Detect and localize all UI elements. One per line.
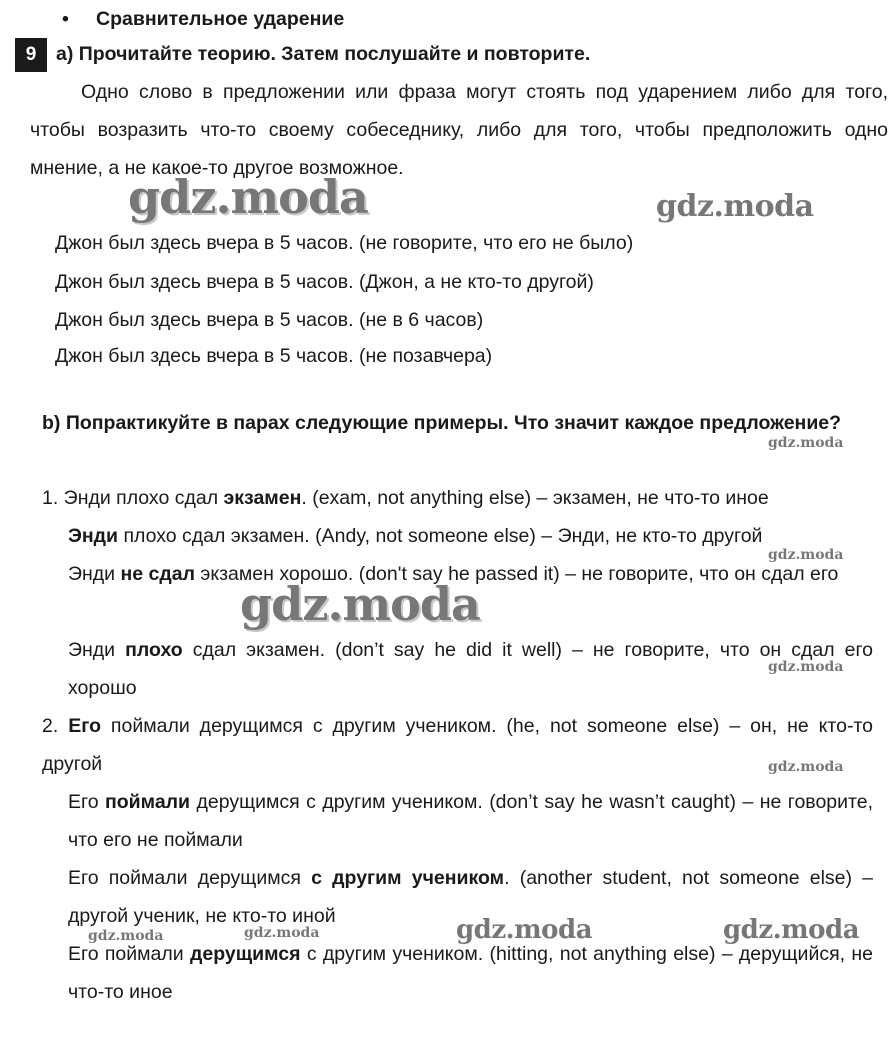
text-plain: Его поймали дерущимся	[68, 867, 312, 889]
text-plain: дерущимся с другим учеником. (don’t say he wasn’t caught) – не говорите, что его не поймали	[68, 791, 874, 851]
example-sentence-1: Джон был здесь вчера в 5 часов. (не говорите, что его не было)	[55, 232, 634, 254]
stressed-word: с другим учеником	[311, 867, 505, 889]
text-plain: экзамен хорошо. (don't say he passed it) – не говорите, что он сдал его	[194, 563, 839, 585]
watermark-logo: gdz.moda	[240, 577, 480, 631]
text-plain: с другим учеником. (hitting, not anything else) – дерущийся, не что-то иное	[68, 943, 873, 1003]
watermark-logo: gdz.moda	[656, 189, 814, 224]
watermark-logo: gdz.moda	[456, 915, 593, 945]
text-plain: сдал экзамен. (don’t say he did it well) – не говорите, что он сдал его хорошо	[68, 639, 874, 699]
text-plain: Его поймали	[68, 943, 190, 965]
watermark-logo: gdz.moda	[128, 170, 368, 224]
watermark-logo: gdz.moda	[768, 547, 844, 563]
section-title: Сравнительное ударение	[96, 8, 345, 30]
item-1-line-1	[42, 479, 873, 517]
text-plain: 2.	[42, 715, 69, 737]
text-plain: Энди	[68, 639, 126, 661]
watermark-logo: gdz.moda	[88, 928, 164, 944]
text-plain: 1. Энди плохо сдал	[42, 487, 224, 509]
watermark-logo: gdz.moda	[768, 759, 844, 775]
stressed-word: не сдал	[120, 563, 195, 585]
theory-paragraph: Одно слово в предложении или фраза могут стоять под ударением либо для того, чтобы возразить что-то своему собеседнику, либо для того, чтобы предположить одно мнение, а не какое-то другое возможное.	[30, 81, 888, 179]
task-number-badge: 9	[15, 38, 47, 72]
text-plain: Его	[68, 791, 105, 813]
text-plain: . (exam, not anything else) – экзамен, не что-то иное	[301, 487, 769, 509]
stressed-word: плохо	[125, 639, 183, 661]
task-a-title: a) Прочитайте теорию. Затем послушайте и повторите.	[56, 43, 591, 65]
watermark-logo: gdz.moda	[244, 925, 320, 941]
watermark-logo: gdz.moda	[768, 659, 844, 675]
stressed-word: экзамен	[223, 487, 302, 509]
item-1-line-4	[68, 631, 873, 707]
watermark-logo: gdz.moda	[768, 435, 844, 451]
text-plain: поймали дерущимся с другим учеником. (he, not someone else) – он, не кто-то другой	[42, 715, 873, 775]
section-heading	[62, 0, 344, 38]
stressed-word: Энди	[68, 525, 119, 547]
example-sentence-2: Джон был здесь вчера в 5 часов. (Джон, а не кто-то другой)	[55, 271, 594, 293]
text-plain: Энди	[68, 563, 121, 585]
example-sentence-3: Джон был здесь вчера в 5 часов. (не в 6 часов)	[55, 309, 484, 331]
stressed-word: Его	[68, 715, 101, 737]
text-plain: . (another student, not someone else) – другой ученик, не кто-то иной	[68, 867, 874, 927]
stressed-word: дерущимся	[189, 943, 301, 965]
example-sentence-4: Джон был здесь вчера в 5 часов. (не позавчера)	[55, 345, 493, 367]
bullet-marker: •	[62, 8, 69, 30]
watermark-logo: gdz.moda	[723, 915, 860, 945]
item-2-line-2	[68, 783, 873, 859]
stressed-word: поймали	[104, 791, 191, 813]
item-2-line-1	[42, 707, 873, 783]
task-b-title: b) Попрактикуйте в парах следующие примеры. Что значит каждое предложение?	[42, 412, 842, 434]
item-1-line-2	[68, 517, 873, 555]
text-plain: плохо сдал экзамен. (Andy, not someone else) – Энди, не кто-то другой	[118, 525, 763, 547]
